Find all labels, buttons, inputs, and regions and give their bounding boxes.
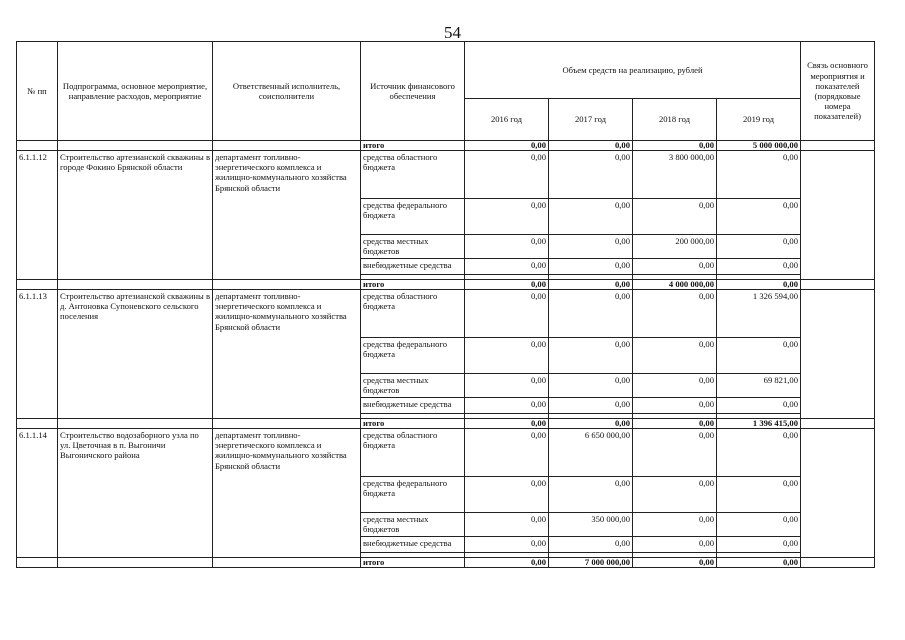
value-cell: 0,00 (633, 338, 717, 374)
header-year-2016: 2016 год (465, 99, 549, 141)
value-cell: 0,00 (465, 280, 549, 290)
value-cell: 0,00 (717, 280, 801, 290)
section-number: 6.1.1.14 (17, 429, 58, 558)
value-cell: 0,00 (633, 259, 717, 275)
source-cell: внебюджетные средства (361, 259, 465, 275)
value-cell: 0,00 (465, 374, 549, 398)
value-cell: 0,00 (717, 558, 801, 568)
value-cell: 0,00 (549, 141, 633, 151)
value-cell: 0,00 (633, 429, 717, 477)
value-cell: 0,00 (633, 290, 717, 338)
value-cell: 1 396 415,00 (717, 419, 801, 429)
section-title: Строительство артезианской скважины в городе Фокино Брянской области (58, 151, 213, 280)
table-row (17, 429, 875, 477)
value-cell: 0,00 (465, 290, 549, 338)
table-row-total (17, 280, 875, 290)
value-cell: 0,00 (549, 477, 633, 513)
header-program: Подпрограмма, основное мероприятие, направление расходов, мероприятие (58, 42, 213, 141)
value-cell: 0,00 (465, 338, 549, 374)
budget-table (16, 41, 875, 568)
value-cell: 0,00 (633, 141, 717, 151)
value-cell: 0,00 (549, 199, 633, 235)
value-cell: 69 821,00 (717, 374, 801, 398)
link-cell (801, 429, 875, 558)
value-cell: 0,00 (465, 259, 549, 275)
table-row (17, 151, 875, 199)
value-cell: 0,00 (633, 537, 717, 553)
value-cell: 5 000 000,00 (717, 141, 801, 151)
value-cell: 0,00 (465, 235, 549, 259)
source-cell: средства федерального бюджета (361, 477, 465, 513)
section-number: 6.1.1.12 (17, 151, 58, 280)
header-year-2019: 2019 год (717, 99, 801, 141)
link-cell (801, 290, 875, 419)
value-cell: 0,00 (633, 374, 717, 398)
value-cell: 0,00 (717, 235, 801, 259)
table-row-top-total (17, 141, 875, 151)
value-cell: 0,00 (465, 419, 549, 429)
value-cell: 0,00 (717, 338, 801, 374)
value-cell: 0,00 (633, 398, 717, 414)
link-cell (801, 151, 875, 280)
value-cell: 0,00 (465, 141, 549, 151)
value-cell: 0,00 (465, 199, 549, 235)
value-cell: 0,00 (465, 558, 549, 568)
value-cell: 0,00 (549, 290, 633, 338)
value-cell: 4 000 000,00 (633, 280, 717, 290)
total-label: итого (361, 558, 465, 568)
value-cell: 0,00 (717, 477, 801, 513)
header-executor: Ответственный исполнитель, соисполнители (213, 42, 361, 141)
total-label: итого (361, 419, 465, 429)
table-row-total (17, 419, 875, 429)
value-cell: 0,00 (717, 199, 801, 235)
value-cell: 0,00 (549, 259, 633, 275)
table-row (17, 290, 875, 338)
value-cell: 0,00 (633, 513, 717, 537)
value-cell: 0,00 (465, 429, 549, 477)
table-row-total (17, 558, 875, 568)
value-cell: 0,00 (717, 398, 801, 414)
value-cell: 0,00 (549, 419, 633, 429)
value-cell: 0,00 (717, 537, 801, 553)
value-cell: 350 000,00 (549, 513, 633, 537)
value-cell: 0,00 (549, 374, 633, 398)
section-number: 6.1.1.13 (17, 290, 58, 419)
source-cell: средства областного бюджета (361, 429, 465, 477)
value-cell: 7 000 000,00 (549, 558, 633, 568)
value-cell: 0,00 (465, 513, 549, 537)
value-cell: 0,00 (465, 537, 549, 553)
source-cell: средства областного бюджета (361, 290, 465, 338)
value-cell: 200 000,00 (633, 235, 717, 259)
header-volume: Объем средств на реализацию, рублей (465, 42, 801, 99)
value-cell: 0,00 (717, 259, 801, 275)
value-cell: 3 800 000,00 (633, 151, 717, 199)
value-cell: 0,00 (717, 151, 801, 199)
value-cell: 0,00 (633, 419, 717, 429)
header-num: № пп (17, 42, 58, 141)
section-title: Строительство артезианской скважины в д. Антоновка Супоневского сельского поселения (58, 290, 213, 419)
header-year-2018: 2018 год (633, 99, 717, 141)
value-cell: 0,00 (633, 477, 717, 513)
value-cell: 0,00 (633, 199, 717, 235)
value-cell: 1 326 594,00 (717, 290, 801, 338)
value-cell: 0,00 (549, 235, 633, 259)
value-cell: 0,00 (549, 537, 633, 553)
page-number: 54 (444, 23, 461, 42)
value-cell: 0,00 (549, 280, 633, 290)
value-cell: 0,00 (717, 513, 801, 537)
total-label: итого (361, 141, 465, 151)
header-year-2017: 2017 год (549, 99, 633, 141)
source-cell: средства местных бюджетов (361, 513, 465, 537)
value-cell: 0,00 (465, 398, 549, 414)
value-cell: 0,00 (549, 398, 633, 414)
source-cell: внебюджетные средства (361, 398, 465, 414)
value-cell: 0,00 (465, 151, 549, 199)
value-cell: 0,00 (465, 477, 549, 513)
section-executor: департамент топливно-энергетического комплекса и жилищно-коммунального хозяйства Брянской области (213, 429, 361, 558)
value-cell: 0,00 (633, 558, 717, 568)
header-source: Источник финансового обеспечения (361, 42, 465, 141)
source-cell: средства федерального бюджета (361, 338, 465, 374)
source-cell: средства федерального бюджета (361, 199, 465, 235)
source-cell: средства местных бюджетов (361, 374, 465, 398)
header-link: Связь основного мероприятия и показателей (порядковые номера показателей) (801, 42, 875, 141)
source-cell: средства областного бюджета (361, 151, 465, 199)
value-cell: 0,00 (549, 338, 633, 374)
value-cell: 0,00 (717, 429, 801, 477)
section-executor: департамент топливно-энергетического комплекса и жилищно-коммунального хозяйства Брянской области (213, 151, 361, 280)
section-executor: департамент топливно-энергетического комплекса и жилищно-коммунального хозяйства Брянской области (213, 290, 361, 419)
total-label: итого (361, 280, 465, 290)
source-cell: средства местных бюджетов (361, 235, 465, 259)
section-title: Строительство водозаборного узла по ул. Цветочная в п. Выгоничи Выгоничского района (58, 429, 213, 558)
value-cell: 6 650 000,00 (549, 429, 633, 477)
value-cell: 0,00 (549, 151, 633, 199)
source-cell: внебюджетные средства (361, 537, 465, 553)
